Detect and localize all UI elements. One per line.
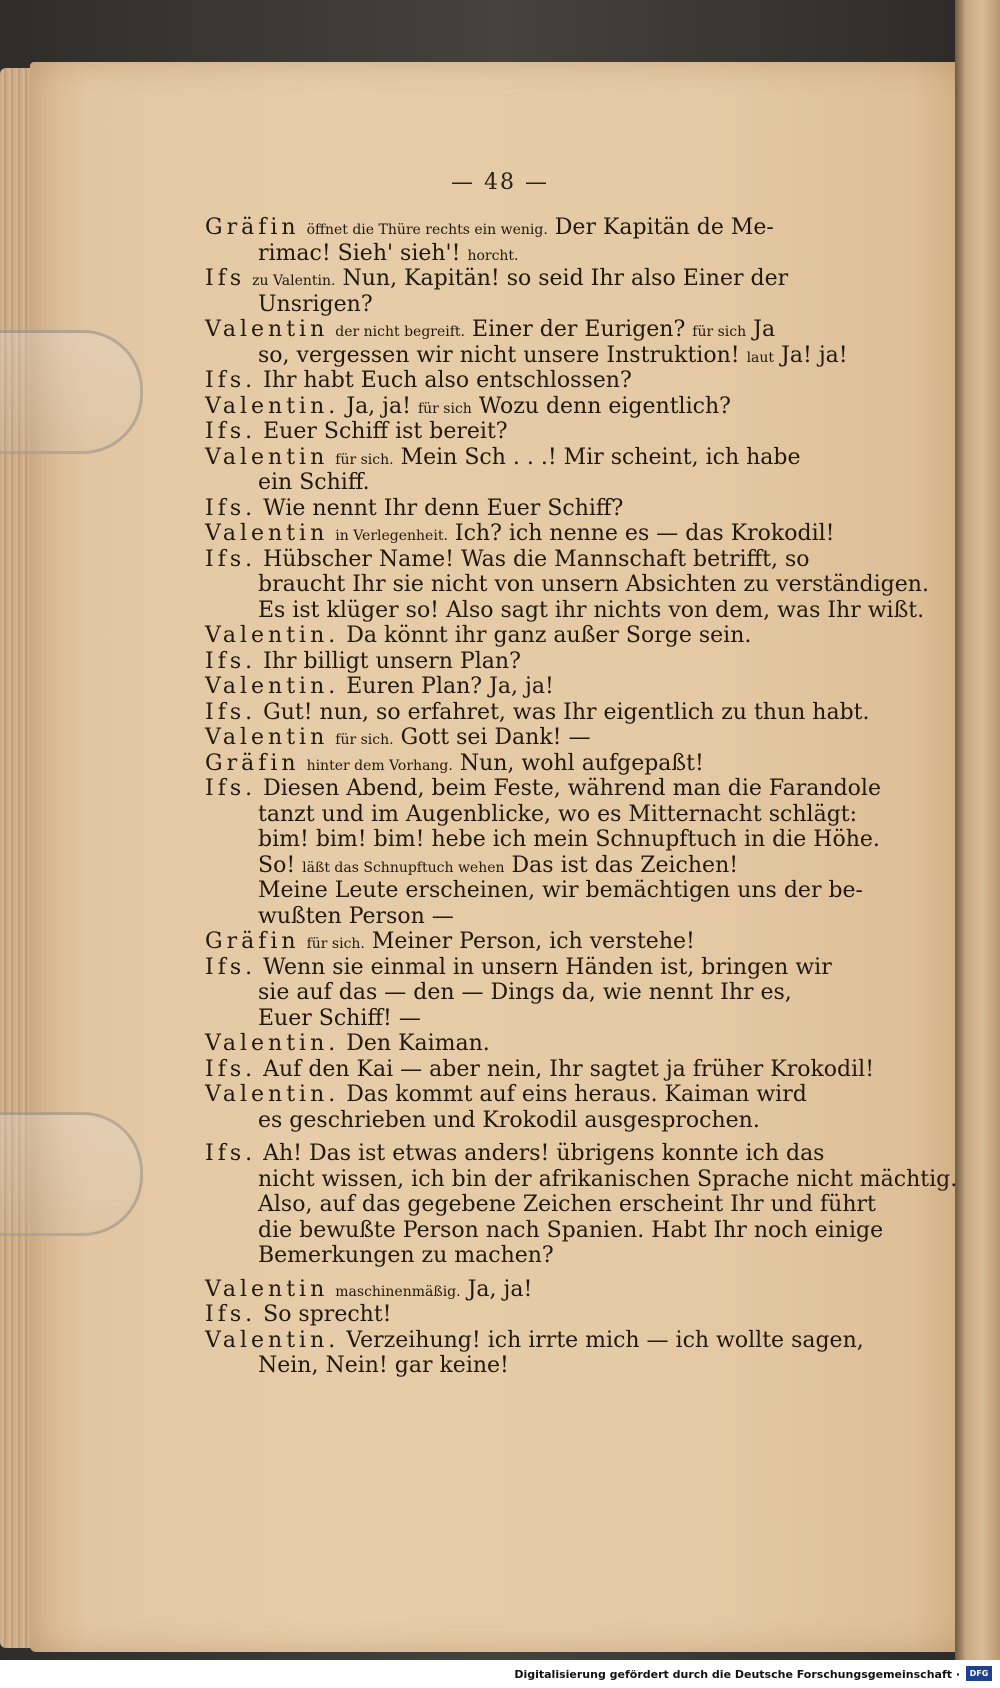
text-line <box>205 266 900 292</box>
stage-direction: für sich. <box>306 936 365 952</box>
spoken-text: Wozu denn eigentlich? <box>478 393 731 419</box>
spoken-text: Ja! ja! <box>781 342 848 368</box>
text-line <box>205 929 900 955</box>
text-line <box>205 623 900 649</box>
text-line <box>205 1141 900 1167</box>
stage-direction: hinter dem Vorhang. <box>306 757 453 774</box>
spoken-text: Da könnt ihr ganz außer Sorge sein. <box>346 623 752 648</box>
text-line <box>205 521 900 547</box>
stage-direction: für sich <box>417 400 472 417</box>
text-line <box>205 827 900 853</box>
speaker-name: Ifs. <box>205 648 257 674</box>
spoken-text: Den Kaiman. <box>346 1031 490 1056</box>
spoken-text: Ich? ich nenne es — das Krokodil! <box>454 521 835 546</box>
speaker-name: Ifs. <box>205 954 257 980</box>
spoken-text: Einer der Eurigen? <box>472 317 686 342</box>
spoken-text: Ihr habt Euch also entschlossen? <box>263 368 632 393</box>
spoken-text: Der Kapitän de Me- <box>554 215 774 240</box>
spoken-text: Gut! nun, so erfahret, was Ihr eigentlich zu thun habt. <box>263 699 870 725</box>
speaker-name: Ifs. <box>205 699 257 725</box>
spoken-text: rimac! Sieh' sieh'! <box>258 240 461 266</box>
speaker-name: Valentin. <box>205 1082 340 1107</box>
text-line <box>205 470 900 496</box>
spoken-text: ein Schiff. <box>258 470 370 495</box>
speaker-name: Valentin <box>205 317 329 342</box>
stage-direction: in Verlegenheit. <box>335 528 448 544</box>
speaker-name: Gräfin <box>205 929 300 954</box>
spoken-text: Euren Plan? Ja, ja! <box>346 674 554 699</box>
spoken-text: es geschrieben und Krokodil ausgesprochen. <box>258 1107 760 1133</box>
spoken-text: nicht wissen, ich bin der afrikanischen Sprache nicht mächtig. <box>258 1166 958 1192</box>
text-line <box>205 572 929 598</box>
text-line <box>205 343 900 369</box>
text-line <box>205 1328 900 1354</box>
text-line <box>205 700 900 726</box>
speaker-name: Ifs. <box>205 368 257 393</box>
speaker-name: Ifs. <box>205 1302 257 1327</box>
spoken-text: Mein Sch . . .! Mir scheint, ich habe <box>400 444 801 470</box>
text-line <box>205 1031 900 1057</box>
speaker-name: Valentin. <box>205 623 340 648</box>
spoken-text: Meiner Person, ich verstehe! <box>371 929 695 954</box>
speaker-name: Ifs. <box>205 495 257 521</box>
text-line <box>205 853 900 879</box>
text-line <box>205 802 900 828</box>
speaker-name: Valentin <box>205 444 329 470</box>
text-line <box>205 1302 900 1328</box>
spoken-text: Hübscher Name! Was die Mannschaft betrifft, so <box>263 546 810 572</box>
speaker-name: Valentin. <box>205 1327 340 1353</box>
spoken-text: Euer Schiff ist bereit? <box>263 419 508 444</box>
text-line <box>205 445 900 471</box>
spoken-text: Diesen Abend, beim Feste, während man die Farandole <box>263 776 881 801</box>
spoken-text: Verzeihung! ich irrte mich — ich wollte sagen, <box>346 1327 864 1353</box>
stage-direction: horcht. <box>467 247 519 264</box>
text-line <box>205 292 900 318</box>
text-line <box>205 904 900 930</box>
spoken-text: Das kommt auf eins heraus. Kaiman wird <box>346 1082 807 1107</box>
text-line <box>205 547 900 573</box>
spoken-text: Euer Schiff! — <box>258 1005 421 1031</box>
dfg-logo-icon: DFG <box>966 1666 992 1681</box>
text-line <box>205 597 925 624</box>
speaker-name: Valentin. <box>205 674 340 699</box>
facing-page-edge <box>955 0 1000 1660</box>
text-line <box>205 1277 900 1303</box>
spoken-text: Unsrigen? <box>258 291 373 317</box>
speaker-name: Valentin <box>205 1276 329 1302</box>
text-line <box>205 496 900 522</box>
text-line <box>205 649 900 675</box>
spoken-text: die bewußte Person nach Spanien. Habt Ihr noch einige <box>258 1217 884 1243</box>
spoken-text: Nun, Kapitän! so seid Ihr also Einer der <box>342 266 789 291</box>
stage-direction: für sich <box>692 324 747 340</box>
spoken-text: Das ist das Zeichen! <box>511 852 739 878</box>
speaker-name: Ifs. <box>205 776 257 801</box>
spoken-text: Nun, wohl aufgepaßt! <box>459 750 704 776</box>
dialogue-text <box>205 215 958 1379</box>
speaker-name: Ifs. <box>205 1141 257 1166</box>
text-line <box>205 1166 958 1193</box>
speaker-name: Valentin. <box>205 1031 340 1056</box>
spoken-text: Ihr billigt unsern Plan? <box>263 648 521 674</box>
text-line <box>205 955 900 981</box>
stage-direction: maschinenmäßig. <box>335 1283 461 1300</box>
speaker-name: Ifs <box>205 266 246 291</box>
spoken-text: Meine Leute erscheinen, wir bemächtigen uns der be- <box>258 878 863 903</box>
text-line <box>205 1353 900 1379</box>
funding-credit: Digitalisierung gefördert durch die Deutsche Forschungsgemeinschaft · <box>514 1668 960 1681</box>
stage-direction: für sich. <box>335 451 394 468</box>
spoken-text: sie auf das — den — Dings da, wie nennt Ihr es, <box>258 980 792 1005</box>
text-line <box>205 674 900 700</box>
stage-direction: für sich. <box>335 732 394 748</box>
spoken-text: Auf den Kai — aber nein, Ihr sagtet ja früher Krokodil! <box>263 1056 875 1082</box>
spoken-text: Ja <box>753 317 776 342</box>
spoken-text: Gott sei Dank! — <box>400 725 591 750</box>
page-clip-top <box>0 330 143 454</box>
text-line <box>205 419 900 445</box>
text-line <box>205 317 900 343</box>
spoken-text: wußten Person — <box>258 903 454 929</box>
text-line <box>205 1243 900 1269</box>
page-clip-bottom <box>0 1112 143 1236</box>
spoken-text: So sprecht! <box>263 1302 392 1327</box>
speaker-name: Valentin. <box>205 393 340 419</box>
text-line <box>205 394 900 420</box>
spoken-text: tanzt und im Augenblicke, wo es Mitternacht schlägt: <box>258 801 858 827</box>
page-number: — 48 — <box>451 170 549 195</box>
text-line <box>205 1006 900 1032</box>
stage-direction: öffnet die Thüre rechts ein wenig. <box>306 222 548 238</box>
stage-direction: der nicht begreift. <box>335 324 466 340</box>
spoken-text: Ja, ja! <box>346 393 411 419</box>
text-line <box>205 1082 900 1108</box>
spoken-text: so, vergessen wir nicht unsere Instruktion! <box>258 342 740 368</box>
spoken-text: bim! bim! bim! hebe ich mein Schnupftuch in die Höhe. <box>258 827 880 852</box>
spoken-text: Also, auf das gegebene Zeichen erscheint Ihr und führt <box>258 1192 876 1217</box>
stage-direction: zu Valentin. <box>252 273 336 289</box>
spoken-text: Wie nennt Ihr denn Euer Schiff? <box>263 495 624 521</box>
stage-direction: laut <box>746 349 775 366</box>
speaker-name: Valentin <box>205 521 329 546</box>
spoken-text: So! <box>258 852 296 878</box>
text-line <box>205 215 900 241</box>
text-line <box>205 878 900 904</box>
spoken-text: braucht Ihr sie nicht von unsern Absichten zu verständigen. <box>258 572 929 597</box>
speaker-name: Gräfin <box>205 750 300 776</box>
spoken-text: Wenn sie einmal in unsern Händen ist, bringen wir <box>263 954 832 980</box>
footer-bar <box>0 1660 1000 1688</box>
spoken-text: Ja, ja! <box>467 1276 533 1302</box>
spoken-text: Es ist klüger so! Also sagt ihr nichts von dem, was Ihr wißt. <box>258 597 925 623</box>
spoken-text: Nein, Nein! gar keine! <box>258 1353 509 1378</box>
text-line <box>205 776 900 802</box>
text-line <box>205 1192 900 1218</box>
text-line <box>205 368 900 394</box>
spoken-text: Ah! Das ist etwas anders! übrigens konnte ich das <box>263 1141 825 1166</box>
text-line <box>205 1108 900 1134</box>
text-line <box>205 241 900 267</box>
text-line <box>205 725 900 751</box>
speaker-name: Ifs. <box>205 419 257 444</box>
speaker-name: Gräfin <box>205 215 300 240</box>
speaker-name: Ifs. <box>205 1056 257 1082</box>
speaker-name: Valentin <box>205 725 329 750</box>
spoken-text: Bemerkungen zu machen? <box>258 1243 554 1268</box>
text-line <box>205 980 900 1006</box>
text-line <box>205 1218 900 1244</box>
speaker-name: Ifs. <box>205 546 257 572</box>
text-line <box>205 751 900 777</box>
text-line <box>205 1057 900 1083</box>
stage-direction: läßt das Schnupftuch wehen <box>302 859 505 876</box>
